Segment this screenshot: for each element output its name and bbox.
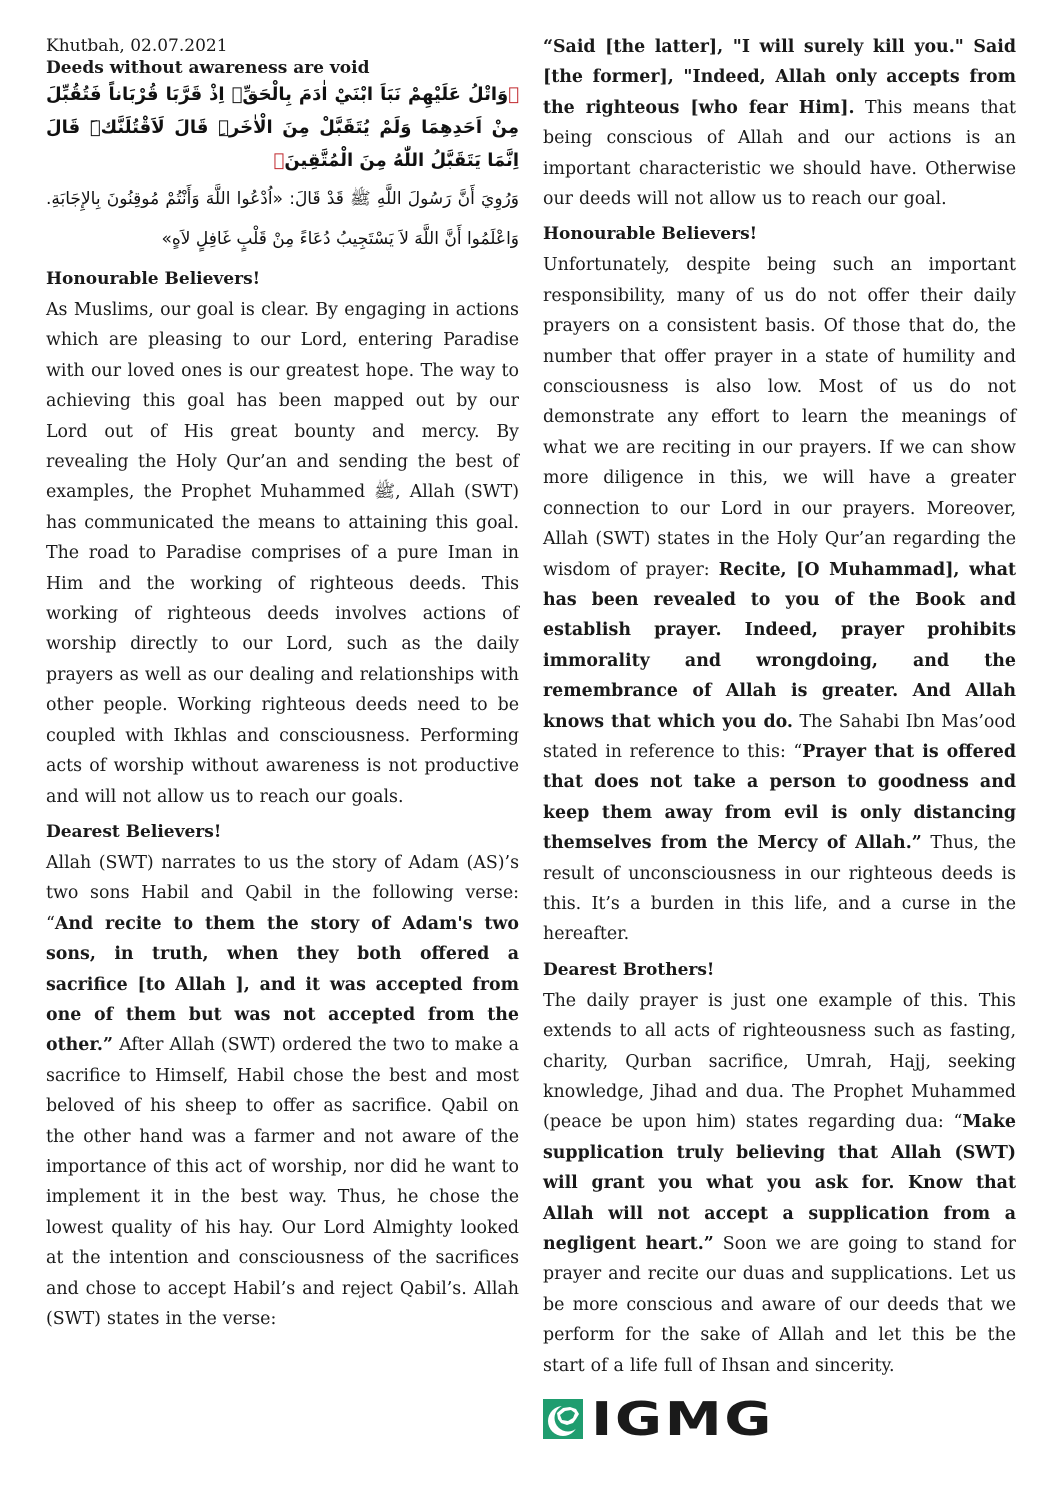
quran-verse-arabic (46, 78, 519, 177)
sahabi-quote: Prayer that is offered that does not take a person to goodness and keep them away from evil is only distancing themselves from the Mercy of Allah.” (543, 741, 1017, 854)
quran-quote: And recite to them the story of Adam's two sons, in truth, when they both offered a sacrifice [to Allah ], and it was accepted from one of them but was not accepted from the other.” (46, 913, 519, 1056)
verse-close-ornament-icon: ﴿ (273, 150, 285, 171)
hadith-arabic: وَرُوِيَ أَنَّ رَسُولَ اللَّهِ ﷺ قَدْ قَالَ: «اُدْعُوا اللَّهَ وَأَنْتُمْ مُوقِنُونَ بِالإِجَابَةِ. وَاعْلَمُوا أَنَّ اللَّهَ لاَ يَسْتَجِيبُ دُعَاءً مِنْ قَلْبٍ غَافِلٍ لاَهٍ» (46, 189, 519, 249)
paragraph-text: The Sahabi Ibn Mas’ood stated in reference to this: “ (543, 711, 1016, 762)
khutbah-title: Deeds without awareness are void (46, 58, 370, 78)
paragraph-text: The daily prayer is just one example of this. This extends to all acts of righteousness such as fasting, charity, Qurban sacrifice, Umrah, Hajj, seeking knowledge, Jihad and dua. The Prophet Muhammed (peace be upon him) states regarding dua: “ (543, 990, 1016, 1133)
paragraph-text: After Allah (SWT) ordered the two to make a sacrifice to Himself, Habil chose the best and most beloved of his sheep to offer as sacrifice. Qabil on the other hand was a farmer and not aware of the importance of this act of worship, nor did he want to implement it in the best way. Thus, he chose the lowest quality of his hay. Our Lord Almighty looked at the intention and consciousness of the sacrifices and chose to accept Habil’s and reject Qabil’s. Allah (SWT) states in the verse: (46, 1035, 519, 1329)
khutbah-date: Khutbah, 02.07.2021 (46, 36, 228, 56)
body-paragraph (543, 32, 1016, 214)
paragraph-text: This means that being conscious of Allah and our actions is an important characteristic we should have. Otherwise our deeds will not allow us to reach our goal. (543, 97, 1016, 210)
paragraph-text: Allah (SWT) narrates to us the story of Adam (AS)’s two sons Habil and Qabil in the following verse: “ (46, 852, 519, 934)
verse-text: وَاتْلُ عَلَيْهِمْ نَبَاَ ابْنَيْ اٰدَمَ بِالْحَقِّۢ اِذْ قَرَّبَا قُرْبَاناً فَتُقُبِّلَ مِنْ اَحَدِهِمَا وَلَمْ يُتَقَبَّلْ مِنَ الْاٰخَرِۜ قَالَ لَاَقْتُلَنَّكَۜ قَالَ اِنَّمَا يَتَقَبَّلُ اللّٰهُ مِنَ الْمُتَّقِينَ (46, 84, 519, 171)
section-heading: Honourable Believers! (46, 269, 261, 289)
paragraph-text: Soon we are going to stand for prayer and recite our duas and supplications. Let us be more conscious and aware of our deeds that we perform for the sake of Allah and let this be the start of a life full of Ihsan and sincerity. (543, 1234, 1016, 1376)
section-heading: Dearest Believers! (46, 821, 222, 842)
igmg-logo (543, 1392, 775, 1446)
body-paragraph: As Muslims, our goal is clear. By engaging in actions which are pleasing to our Lord, entering Paradise with our loved ones is our greatest hope. The way to achieving this goal has been mapped out by our Lord out of His great bounty and mercy. By revealing the Holy Qur’an and sending the best of examples, the Prophet Muhammed ﷺ, Allah (SWT) has communicated the means to attaining this goal. The road to Paradise comprises of a pure Iman in Him and the working of righteous deeds. This working of righteous deeds involves actions of worship directly to our Lord, such as the daily prayers as well as our dealing and relationships with other people. Working righteous deeds need to be coupled with Ikhlas and consciousness. Performing acts of worship without awareness is not productive and will not allow us to reach our goals. (46, 300, 519, 807)
body-paragraph (543, 250, 1016, 949)
left-column (46, 34, 519, 1338)
hadith-quote: Make supplication truly believing that Allah (SWT) will grant you what you ask for. Know that Allah will not accept a supplication from a negligent heart.” (543, 1112, 1016, 1255)
quran-quote: “Said [the latter], "I will surely kill you." Said [the former], "Indeed, Allah only accepts from the righteous [who fear Him]. (543, 37, 1016, 118)
section-heading: Dearest Brothers! (543, 959, 715, 980)
crescent-europe-icon (543, 1399, 583, 1439)
verse-open-ornament-icon: ﴾ (508, 84, 519, 105)
body-paragraph (46, 848, 519, 1335)
section-heading: Honourable Believers! (543, 224, 758, 245)
quran-quote: Recite, [O Muhammad], what has been revealed to you of the Book and establish prayer. Indeed, prayer prohibits immorality and wrongdoing, and the remembrance of Allah is greater. And Allah knows that which you do. (543, 559, 1017, 732)
body-paragraph (543, 986, 1016, 1381)
paragraph-text: Unfortunately, despite being such an important responsibility, many of us do not offer their daily prayers on a consistent basis. Of those that do, the number that offer prayer in a state of humility and consciousness is also low. Most of us do not demonstrate any effort to learn the meanings of what we are reciting in our prayers. If we can show more diligence in this, we will have a greater connection to our Lord in our prayers. Moreover, Allah (SWT) states in the Holy Qur’an regarding the wisdom of prayer: (543, 255, 1016, 580)
logo-wordmark: IGMG (591, 1392, 775, 1446)
paragraph-text: Thus, the result of unconsciousness in our righteous deeds is this. It’s a burden in this life, and a curse in the hereafter. (543, 833, 1016, 945)
right-column (543, 32, 1016, 1385)
